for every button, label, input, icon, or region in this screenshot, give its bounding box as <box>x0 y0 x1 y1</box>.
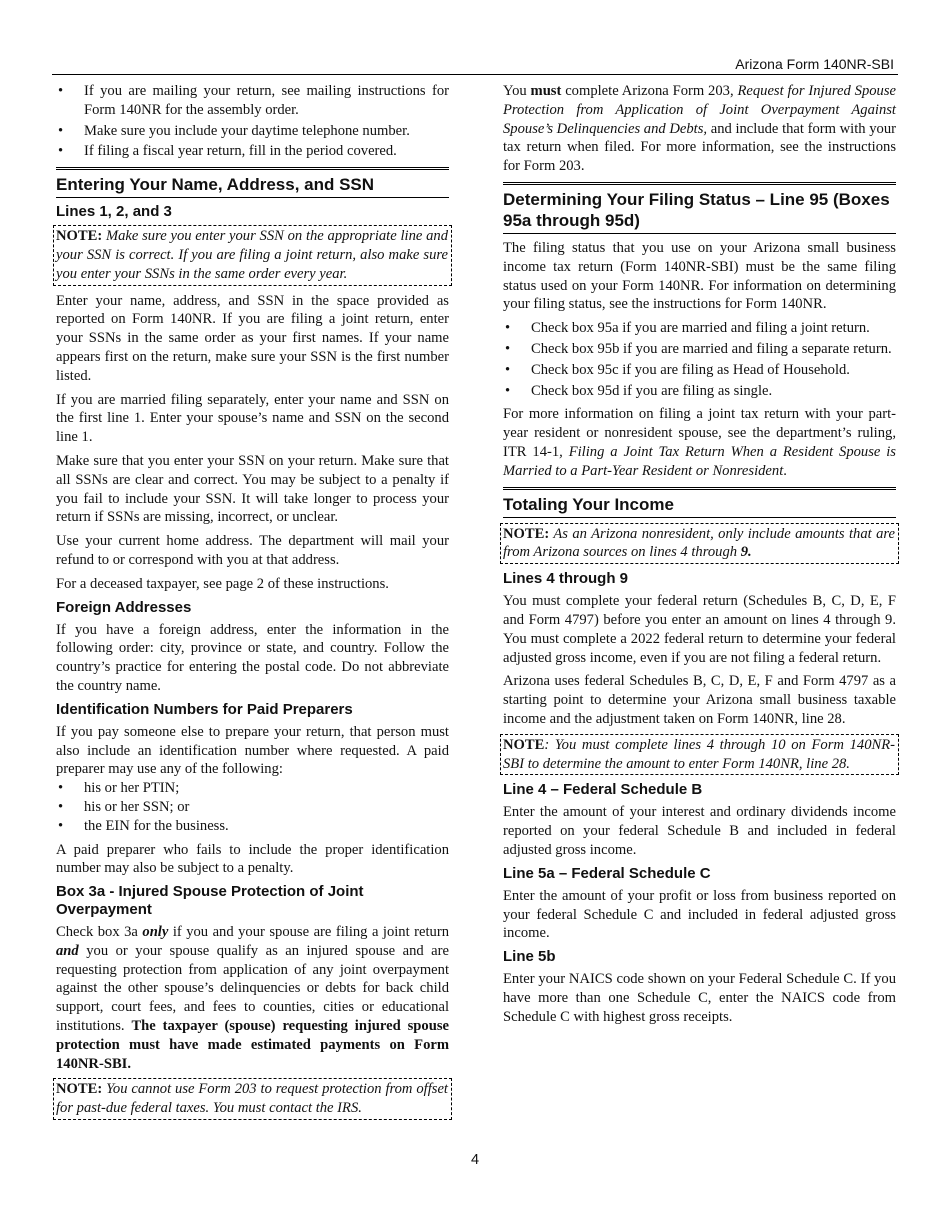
subheading-line-4: Line 4 – Federal Schedule B <box>503 781 703 799</box>
paragraph: Enter the amount of your interest and ordinary dividends income reported on your federal Schedule B and included in federal adjusted gross income. <box>503 804 896 858</box>
paragraph-filing-status: The filing status that you use on your Arizona small business income tax return (Form 140NR-SBI) must be the same filing status used on your Form 140NR. For information on determining your filing status, see the instructions for Form 140NR. <box>503 239 896 313</box>
note-box-ssn <box>53 225 452 285</box>
list-item: • Check box 95c if you are filing as Head of Household. <box>503 361 896 380</box>
right-column <box>503 82 896 1031</box>
list-item: • If filing a fiscal year return, fill in the period covered. <box>56 142 449 161</box>
paragraph: If you are married filing separately, enter your name and SSN on the first line 1. Enter your spouse’s name and SSN on the second line 1. <box>56 391 449 446</box>
subheading-box-3a: Box 3a - Injured Spouse Protection of Joint Overpayment <box>56 883 364 919</box>
note-label: NOTE: <box>503 525 550 542</box>
emphasis-must: must <box>530 83 562 99</box>
left-column <box>56 82 449 1126</box>
note-label: NOTE: <box>56 1081 103 1098</box>
paragraph: Enter the amount of your profit or loss from business reported on your federal Schedule C and included in federal adjusted gross income. <box>503 887 896 942</box>
paragraph: Enter your name, address, and SSN in the space provided as reported on Form 140NR. If you are filing a joint return, enter your SSNs in the same order as your first names. If your name appears first on the return, make sure your SSN is the first number listed. <box>56 292 449 384</box>
emphasis-and: and <box>56 942 79 959</box>
form-203-title: Request for Injured Spouse Protection from Application of Joint Overpayment Against Spouse’s Delinquencies and Debts, <box>503 83 896 137</box>
paragraph: You must complete your federal return (Schedules B, C, D, E, F and Form 4797) before you enter an amount on lines 4 through 9. You must complete a 2022 federal return to determine your federal adjusted gross income, even if you are not filing a federal return. <box>503 593 896 666</box>
paragraph-box-3a <box>56 923 449 1073</box>
list-item: • his or her PTIN; <box>56 779 449 798</box>
text-run: . <box>783 462 787 479</box>
note-label: NOTE: <box>56 228 103 245</box>
preparer-id-list <box>56 779 449 835</box>
text-run: , <box>892 425 896 442</box>
section-heading-name-address-ssn: Entering Your Name, Address, and SSN <box>56 167 449 198</box>
list-item: • Make sure you include your daytime telephone number. <box>56 122 449 141</box>
note-box-arizona-sources <box>500 523 899 565</box>
header-rule <box>52 74 898 75</box>
subheading-line-5a: Line 5a – Federal Schedule C <box>503 864 711 882</box>
filing-status-list <box>503 319 896 400</box>
paragraph-preparer-penalty: A paid preparer who fails to include the proper identification number may also be subject to a penalty. <box>56 841 449 877</box>
paragraph: Arizona uses federal Schedules B, C, D, E, F and Form 4797 as a starting point to determine your Arizona small business taxable income and the adjustment taken on Form 140NR, line 28. <box>503 673 896 727</box>
text-run: You <box>503 83 531 99</box>
ruling-title: Filing a Joint Tax Return When a Resident Spouse is Married to a Part-Year Resident or Nonresident <box>503 443 896 479</box>
section-heading-filing-status: Determining Your Filing Status – Line 95 (Boxes 95a through 95d) <box>503 182 896 234</box>
page-number: 4 <box>470 1152 480 1168</box>
note-text-bold: 9. <box>740 544 752 561</box>
subheading-lines-1-2-3: Lines 1, 2, and 3 <box>56 203 172 221</box>
subheading-line-5b: Line 5b <box>503 948 556 966</box>
text-run: For more information on filing a joint tax return with your part-year resident or nonresident spouse, see the department’s ruling <box>503 406 896 442</box>
paragraph-form-203 <box>503 82 896 176</box>
note-label: NOTE <box>503 736 545 753</box>
bold-requirement: The taxpayer (spouse) requesting injured spouse protection must have made estimated payments on Form 140NR-SBI. <box>56 1018 449 1072</box>
list-item: • his or her SSN; or <box>56 798 449 817</box>
note-box-form-203 <box>53 1078 452 1120</box>
text-run: you or your spouse qualify as an injured spouse and are requesting protection from application of any joint overpayment against the other spouse’s delinquencies or debts for back child support, court fees, and fees to counties, cities or educational institutions. <box>56 942 449 1035</box>
list-item: • Check box 95b if you are married and filing a separate return. <box>503 340 896 359</box>
emphasis-only: only <box>142 924 169 941</box>
paragraph-paid-preparers: If you pay someone else to prepare your return, that person must also include an identification number where requested. A paid preparer may use any of the following: <box>56 723 449 778</box>
text-run: complete Arizona Form 203, <box>561 83 738 99</box>
subheading-foreign-addresses: Foreign Addresses <box>56 598 192 616</box>
ruling-number: ITR 14-1 <box>503 443 560 460</box>
paragraph: Enter your NAICS code shown on your Federal Schedule C. If you have more than one Schedule C, enter the NAICS code from Schedule C with highest gross receipts. <box>503 971 896 1025</box>
text-run: , <box>559 443 563 460</box>
note-text: Make sure you enter your SSN on the appropriate line and your SSN is correct. If you are filing a joint return, also make sure you enter your SSNs in the same order every year. <box>56 228 448 282</box>
note-text: : You must complete lines 4 through 10 on Form 140NR-SBI to determine the amount to enter Form 140NR, line 28. <box>503 736 895 772</box>
intro-bullet-list <box>56 82 449 161</box>
section-heading-totaling-income: Totaling Your Income <box>503 487 896 518</box>
note-text: You cannot use Form 203 to request protection from offset for past-due federal taxes. You must contact the IRS. <box>56 1081 448 1117</box>
subheading-lines-4-through-9: Lines 4 through 9 <box>503 570 629 588</box>
note-box-lines-4-10 <box>500 734 899 776</box>
text-run: Check box 3a <box>56 924 143 941</box>
list-item: • Check box 95a if you are married and filing a joint return. <box>503 319 896 338</box>
form-title: Arizona Form 140NR-SBI <box>735 56 894 72</box>
paragraph: Use your current home address. The department will mail your refund to or correspond with you at that address. <box>56 533 449 568</box>
note-text: As an Arizona nonresident, only include amounts that are from Arizona sources on lines 4 through <box>503 525 895 561</box>
paragraph-ruling <box>503 405 896 480</box>
text-run: if you and your spouse are filing a joint return <box>168 924 449 941</box>
list-item: • If you are mailing your return, see mailing instructions for Form 140NR for the assembly order. <box>56 82 449 120</box>
list-item: • the EIN for the business. <box>56 817 449 836</box>
subheading-paid-preparers: Identification Numbers for Paid Preparers <box>56 700 353 718</box>
paragraph: For a deceased taxpayer, see page 2 of these instructions. <box>56 575 389 592</box>
list-item: • Check box 95d if you are filing as single. <box>503 382 896 401</box>
text-run: and include that form with your tax return when filed. For more information, see the instructions for Form 203. <box>503 120 896 175</box>
paragraph-foreign-addresses: If you have a foreign address, enter the information in the following order: city, province or state, and country. Follow the country’s practice for entering the postal code. Do not abbreviate the country name. <box>56 621 449 694</box>
paragraph: Make sure that you enter your SSN on your return. Make sure that all SSNs are clear and correct. You may be subject to a penalty if you fail to include your SSN. It will take longer to process your return if SSNs are missing, incorrect, or unclear. <box>56 452 449 526</box>
